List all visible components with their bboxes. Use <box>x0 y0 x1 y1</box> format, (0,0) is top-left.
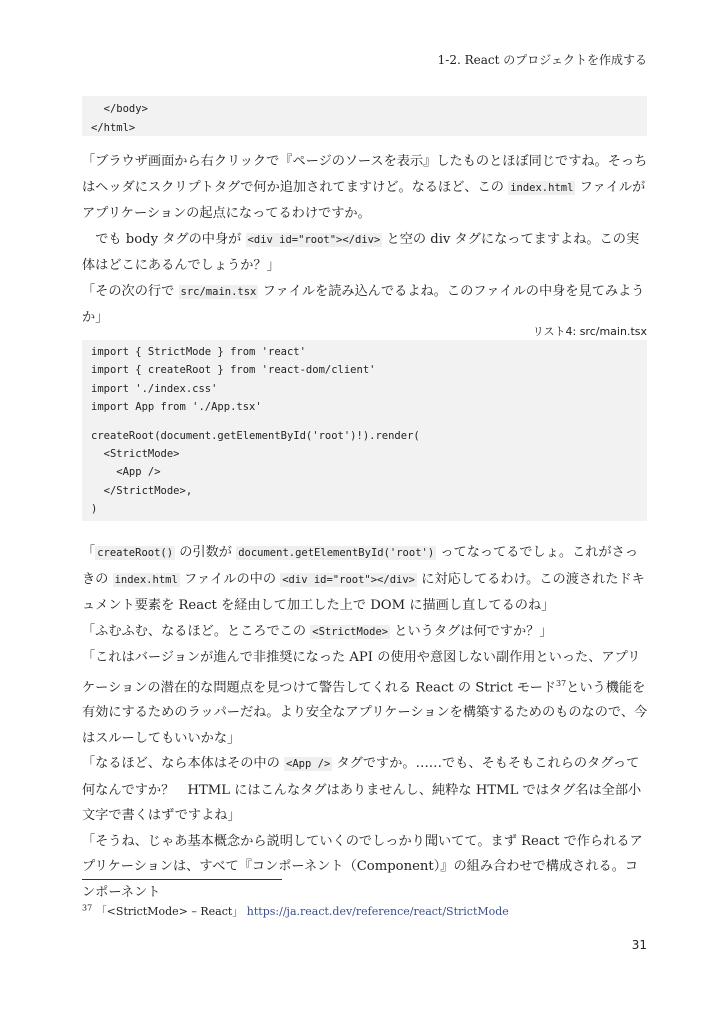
text-run: の引数が <box>175 545 237 560</box>
text-run: ファイルがアプリケーションの起点になってるわけですか。 <box>82 179 646 221</box>
code-line: </StrictMode>, <box>91 484 193 497</box>
footnote <box>82 903 509 919</box>
paragraph <box>82 751 648 829</box>
text-run: 「 <box>82 545 96 560</box>
text-run: ファイルの中の <box>179 571 281 587</box>
text-run: というタグは何ですか？」 <box>390 623 553 639</box>
code-line: import './index.css' <box>91 382 218 395</box>
inline-code: src/main.tsx <box>180 285 257 298</box>
page-number: 31 <box>631 938 647 952</box>
dialogue-block-2 <box>82 540 648 905</box>
text-run: 「その次の行で <box>82 283 179 299</box>
inline-code: <StrictMode> <box>312 625 389 638</box>
text-run: 「そうね、じゃあ基本概念から説明していくのでしっかり聞いてて。まず React で作られるアプリケーションは、すべて『コンポーネント（Component）』の組み合わせで構成される。コンポーネント <box>82 833 643 900</box>
text-run: 「これはバージョンが進んで非推奨になった API の使用や意図しない副作用といった、アプリケーションの潜在的な問題点を見つけて警告してくれる React の Strict モード <box>82 650 641 695</box>
paragraph <box>82 829 648 906</box>
paragraph <box>82 227 648 279</box>
code-line: <StrictMode> <box>91 447 180 460</box>
code-block-main-tsx <box>82 340 647 521</box>
paragraph <box>82 645 648 751</box>
text-run: と空の div タグになってますよね。この実体はどこにあるんでしょうか？」 <box>82 231 640 273</box>
code-line: <App /> <box>91 466 161 479</box>
paragraph <box>82 619 648 646</box>
footnote-text: 「<StrictMode> – React」 <box>95 905 244 918</box>
code-line: import { createRoot } from 'react-dom/client' <box>91 364 376 377</box>
inline-code: <App /> <box>286 758 331 771</box>
inline-code: <div id="root"></div> <box>247 233 381 246</box>
text-run: ファイルを読み込んでるよね。このファイルの中身を見てみようか」 <box>82 283 645 325</box>
inline-code: index.html <box>114 573 178 586</box>
paragraph <box>82 149 648 227</box>
text-run: 「ふむふむ、なるほど。ところでこの <box>82 623 311 639</box>
listing-caption: リスト4: src/main.tsx <box>532 325 647 338</box>
inline-code: document.getElementById('root') <box>238 547 435 559</box>
footnote-link[interactable]: https://ja.react.dev/reference/react/StrictMode <box>246 905 509 918</box>
code-line: import App from './App.tsx' <box>91 400 262 413</box>
inline-code: index.html <box>510 181 574 194</box>
code-block-html-end <box>82 96 647 136</box>
code-line: ) <box>91 502 98 515</box>
dialogue-block-1 <box>82 149 648 331</box>
text-run: ってなってるでしょ。これがさっきの <box>82 545 639 587</box>
footnote-divider <box>82 879 282 880</box>
paragraph <box>82 540 648 619</box>
footnote-ref[interactable]: 37 <box>555 678 567 688</box>
code-line: createRoot(document.getElementById('root')!).render( <box>91 429 420 442</box>
text-run: に対応してるわけ。この渡されたドキュメント要素を React を経由して加工した上で DOM に描画し直してるのね」 <box>82 571 645 613</box>
running-header: 1-2. React のプロジェクトを作成する <box>437 53 647 67</box>
text-run: タグですか。……でも、そもそもこれらのタグって何なんですか？ HTML にはこんなタグはありませんし、純粋な HTML ではタグ名は全部小文字で書くはずですよね」 <box>82 756 642 824</box>
footnote-number: 37 <box>82 903 93 913</box>
text-run: という機能を有効にするためのラッパーだね。より安全なアプリケーションを構築するためのものなので、今はスルーしてもいいかな」 <box>82 679 648 746</box>
code-line: import { StrictMode } from 'react' <box>91 346 306 358</box>
inline-code: <div id="root"></div> <box>282 573 415 586</box>
text-run: 「なるほど、なら本体はその中の <box>82 756 285 772</box>
code-line: </body> <box>91 103 148 115</box>
code-line: </html> <box>91 122 136 134</box>
text-run: 「ブラウザ画面から右クリックで『ページのソースを表示』したものとほぼ同じですね。そっちはヘッダにスクリプトタグで何か追加されてますけど。なるほど、この <box>82 154 648 195</box>
inline-code: createRoot() <box>97 547 174 559</box>
text-run: でも body タグの中身が <box>95 231 246 247</box>
code-line <box>91 416 638 427</box>
